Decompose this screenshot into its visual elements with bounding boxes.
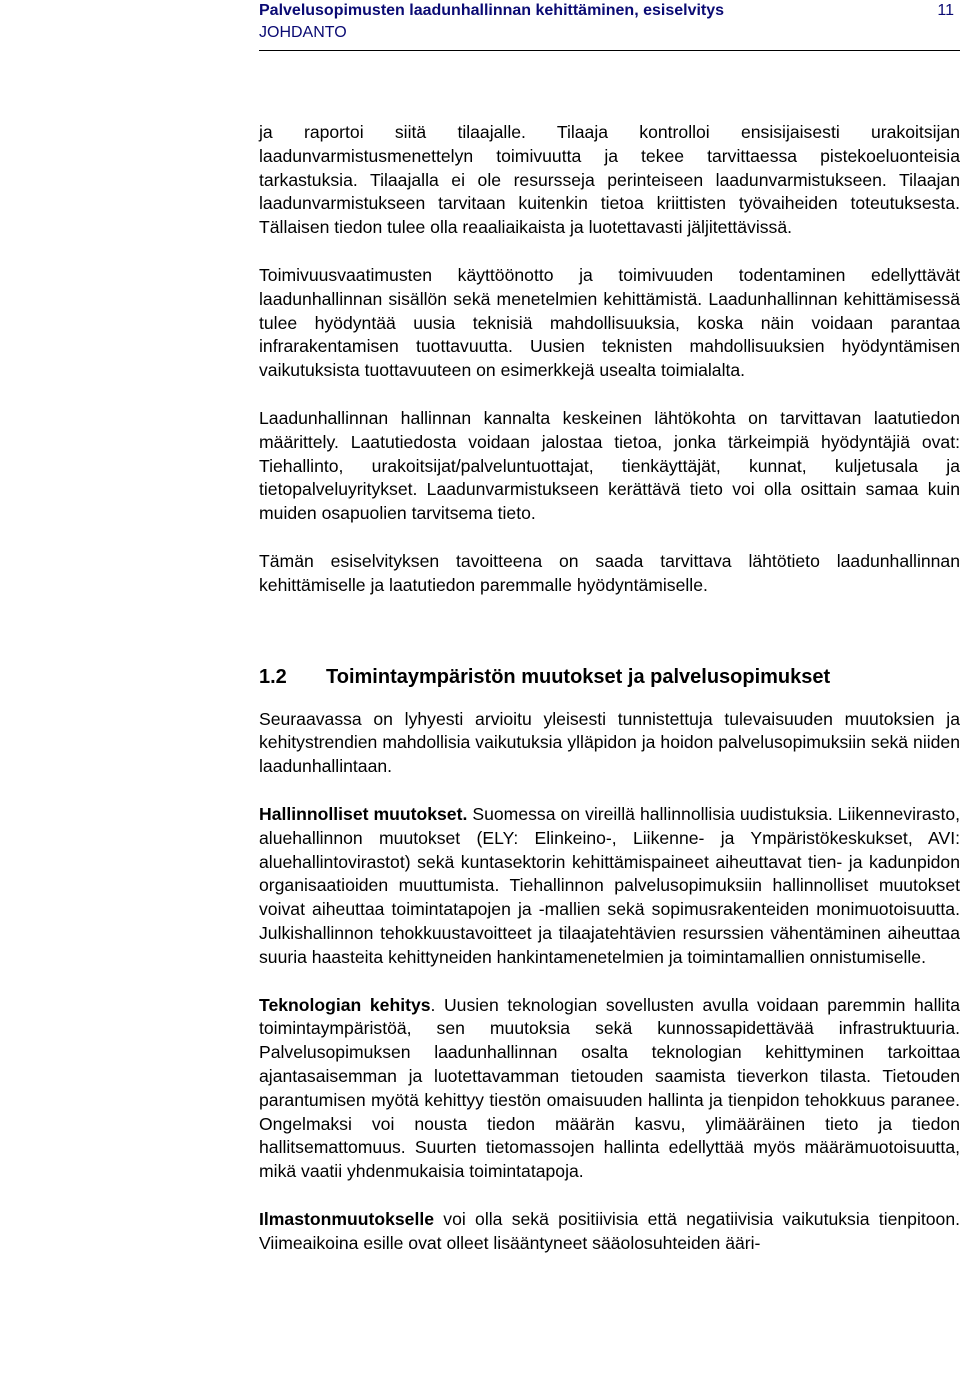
section-title: Toimintaympäristön muutokset ja palvelusopimukset [326, 665, 831, 688]
paragraph-body: Suomessa on vireillä hallinnollisia uudistuksia. Liikennevirasto, aluehallinnon muutokset (ELY: Elinkeino-, Liikenne- ja Ympäristökeskukset, AVI: aluehallintovirastot) sekä kuntasektorin kehittämispaineet aiheuttavat tien- ja kadunpidon organisaatioiden muuttumista. Tiehallinnon palvelusopimuksiin hallinnolliset muutokset voivat aiheuttaa toimintatapojen ja -mallien sekä sopimusrakenteiden monimuotoisuutta. Julkishallinnon tehokkuustavoitteet ja tilaajatehtävien resurssien vähentäminen aiheuttaa suuria haasteita kehittyneiden hankintamenetelmien ja toimintamallien onnistumiselle. [259, 803, 960, 967]
page-number: 11 [937, 2, 954, 19]
section-heading [259, 664, 960, 690]
paragraph-lead: Teknologian kehitys [259, 994, 431, 1015]
paragraph: Toimivuusvaatimusten käyttöönotto ja toimivuuden todentaminen edellyttävät laadunhallinnan sisällön sekä menetelmien kehittämistä. Laadunhallinnan kehittämisessä tulee hyödyntää uusia teknisiä mahdollisuuksia, koska näin voidaan parantaa infrarakentamisen tuottavuutta. Uusien teknisten mahdollisuuksien hyödyntämisen vaikutuksista tuottavuuteen on esimerkkejä usealta toimialalta. [259, 264, 960, 381]
page-header [259, 0, 960, 51]
paragraph: Seuraavassa on lyhyesti arvioitu yleisesti tunnistettuja tulevaisuuden muutoksien ja kehitystrendien mahdollisia vaikutuksia ylläpidon ja hoidon palvelusopimuksiin sekä niiden laadunhallintaan. [259, 708, 960, 777]
paragraph [259, 1208, 960, 1256]
document-title: Palvelusopimusten laadunhallinnan kehittäminen, esiselvitys [259, 2, 725, 19]
section-number: 1.2 [259, 665, 287, 688]
paragraph-body: voi olla sekä positiivisia että negatiivisia vaikutuksia tienpitoon. Viimeaikoina esille ovat olleet lisääntyneet sääolosuhteiden ääri- [259, 1208, 960, 1253]
paragraph: ja raportoi siitä tilaajalle. Tilaaja kontrolloi ensisijaisesti urakoitsijan laadunvarmistusmenettelyn toimivuutta ja tekee tarvittaessa pistekoeluonteisia tarkastuksia. Tilaajalla ei ole resursseja perinteiseen laadunvarmistukseen. Tilaajan laadunvarmistukseen tarvitaan kuitenkin tietoa kriittisten työvaiheiden toteutuksesta. Tällaisen tiedon tulee olla reaaliaikaista ja luotettavasti jäljitettävissä. [259, 122, 960, 238]
chapter-name: JOHDANTO [259, 24, 347, 41]
paragraph-lead: Ilmastonmuutokselle [259, 1208, 435, 1229]
paragraph [259, 803, 960, 970]
paragraph: Tämän esiselvityksen tavoitteena on saada tarvittava lähtötieto laadunhallinnan kehittämiselle ja laatutiedon paremmalle hyödyntämiselle. [259, 550, 960, 595]
paragraph-lead: Hallinnolliset muutokset. [259, 803, 468, 824]
paragraph: Laadunhallinnan hallinnan kannalta keskeinen lähtökohta on tarvittavan laatutiedon määrittely. Laatutiedosta voidaan jalostaa tietoa, jonka tärkeimpiä hyödyntäjiä ovat: Tiehallinto, urakoitsijat/palveluntuottajat, tienkäyttäjät, kunnat, kuljetusala ja tietopalveluyritykset. Laadunvarmistukseen kerättävä tieto voi olla osittain samaa kuin muiden osapuolien tarvitsema tieto. [259, 407, 960, 524]
body-text [259, 121, 960, 1255]
paragraph-body: . Uusien teknologian sovellusten avulla voidaan paremmin hallita toimintaympäristöä, sen muutoksia sekä kunnossapidettävää infrastruktuuria. Palvelusopimuksen laadunhallinnan osalta teknologian kehittyminen tarkoittaa ajantasaisemman ja luotettavamman tietouden saamista tieverkon tilasta. Tietouden parantumisen myötä kehittyy tiestön omaisuuden hallinta ja tienpidon tehokkuus paranee. Ongelmaksi voi nousta tiedon määrän kasvu, ylimääräinen tieto ja tiedon hallitsemattomuus. Suurten tietomassojen hallinta edellyttää myös määrämuotoisuutta, mikä vaatii yhdenmukaisia toimintatapoja. [259, 994, 960, 1182]
paragraph [259, 994, 960, 1184]
